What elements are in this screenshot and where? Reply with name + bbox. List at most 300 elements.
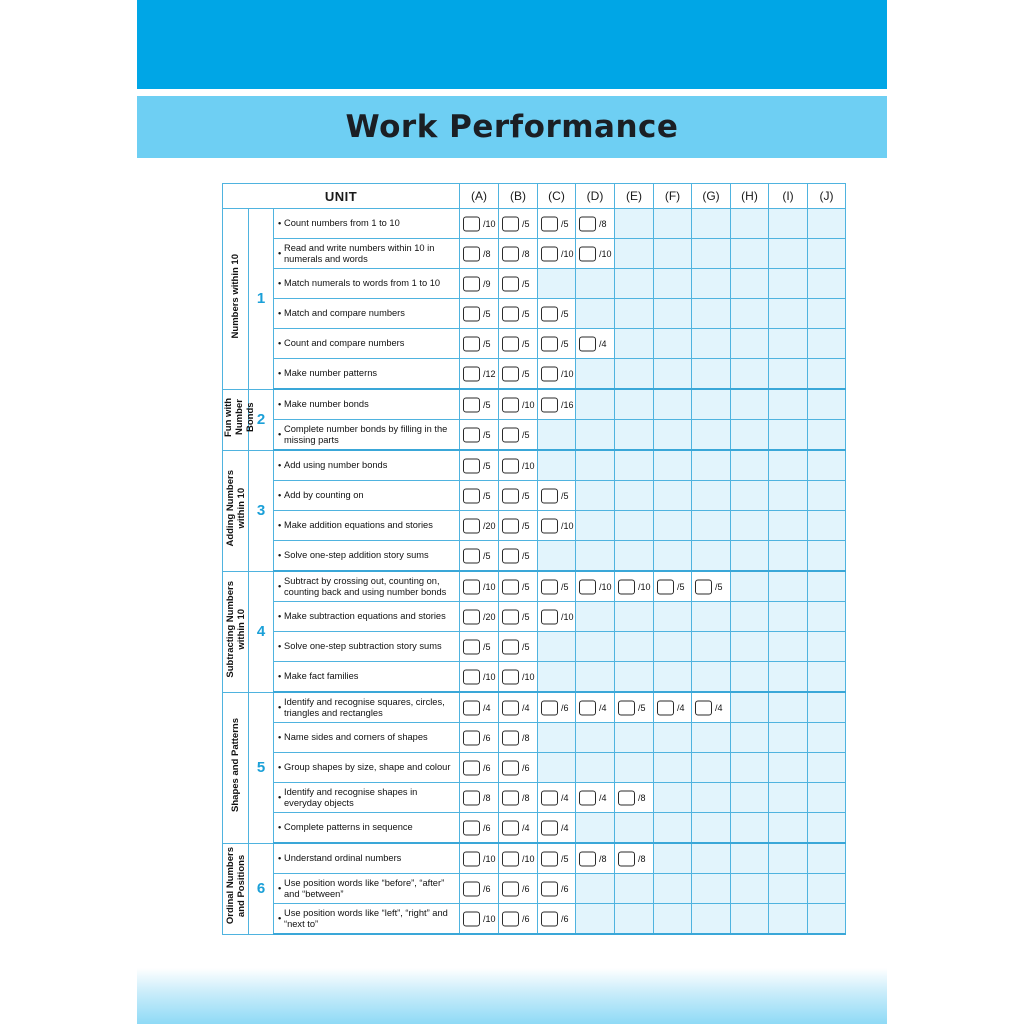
score-entry-box[interactable]	[463, 216, 480, 231]
empty-cell	[576, 269, 615, 299]
table-row	[223, 481, 846, 511]
table-row	[223, 269, 846, 299]
score-entry-box[interactable]	[541, 336, 558, 351]
score-entry-box[interactable]	[463, 639, 480, 654]
empty-cell	[654, 209, 692, 239]
skill-description: Understand ordinal numbers	[284, 853, 402, 863]
skill-description-cell	[274, 450, 460, 481]
score-cell	[460, 269, 499, 299]
score-entry-box[interactable]	[463, 911, 480, 926]
score-entry-box[interactable]	[463, 458, 480, 473]
score-entry-box[interactable]	[463, 366, 480, 381]
score-cell	[576, 692, 615, 723]
score-entry-box[interactable]	[579, 851, 596, 866]
score-cell	[538, 904, 576, 935]
score-entry-box[interactable]	[541, 397, 558, 412]
score-entry-box[interactable]	[502, 246, 519, 261]
table-row	[223, 843, 846, 874]
section-title: Ordinal Numbers and Positions	[224, 847, 247, 925]
empty-cell	[692, 389, 731, 420]
empty-cell	[808, 209, 846, 239]
table-row	[223, 662, 846, 693]
score-entry-box[interactable]	[502, 820, 519, 835]
empty-cell	[808, 481, 846, 511]
bullet-icon: •	[278, 550, 282, 560]
empty-cell	[654, 420, 692, 451]
empty-cell	[576, 511, 615, 541]
score-entry-box[interactable]	[502, 488, 519, 503]
score-cell	[499, 359, 538, 390]
empty-cell	[692, 843, 731, 874]
score-entry-box[interactable]	[463, 851, 480, 866]
empty-cell	[808, 239, 846, 269]
empty-cell	[769, 602, 808, 632]
score-entry-box[interactable]	[463, 246, 480, 261]
empty-cell	[808, 602, 846, 632]
score-total: /5	[522, 550, 530, 561]
score-cell	[692, 692, 731, 723]
section-label-cell	[223, 450, 249, 571]
table-row	[223, 723, 846, 753]
score-cell	[460, 904, 499, 935]
empty-cell	[769, 753, 808, 783]
empty-cell	[615, 209, 654, 239]
score-entry-box[interactable]	[463, 488, 480, 503]
score-total: /8	[522, 732, 530, 743]
score-cell	[460, 299, 499, 329]
score-cell	[499, 299, 538, 329]
score-entry-box[interactable]	[541, 216, 558, 231]
empty-cell	[769, 511, 808, 541]
unit-number: 4	[249, 571, 274, 692]
bullet-icon: •	[278, 520, 282, 530]
score-entry-box[interactable]	[618, 700, 635, 715]
bullet-icon: •	[278, 853, 282, 863]
score-entry-box[interactable]	[618, 790, 635, 805]
score-entry-box[interactable]	[541, 911, 558, 926]
skill-description: Read and write numbers within 10 in numerals and words	[284, 242, 435, 264]
score-total: /20	[483, 520, 496, 531]
score-entry-box[interactable]	[579, 579, 596, 594]
score-entry-box[interactable]	[463, 609, 480, 624]
empty-cell	[576, 874, 615, 904]
skill-description: Complete patterns in sequence	[284, 822, 413, 832]
score-total: /5	[561, 218, 569, 229]
table-row	[223, 511, 846, 541]
score-cell	[538, 571, 576, 602]
score-entry-box[interactable]	[463, 548, 480, 563]
score-cell	[499, 511, 538, 541]
empty-cell	[538, 420, 576, 451]
performance-table	[222, 183, 846, 935]
score-total: /5	[522, 338, 530, 349]
score-entry-box[interactable]	[541, 851, 558, 866]
score-entry-box[interactable]	[463, 881, 480, 896]
section-title: Numbers within 10	[230, 254, 241, 339]
skill-description-cell	[274, 481, 460, 511]
score-entry-box[interactable]	[502, 216, 519, 231]
empty-cell	[808, 511, 846, 541]
empty-cell	[769, 329, 808, 359]
score-cell	[538, 511, 576, 541]
score-entry-box[interactable]	[502, 427, 519, 442]
score-entry-box[interactable]	[541, 820, 558, 835]
score-total: /10	[522, 671, 535, 682]
empty-cell	[692, 511, 731, 541]
score-cell	[499, 541, 538, 572]
skill-description: Solve one-step subtraction story sums	[284, 641, 442, 651]
score-total: /5	[561, 853, 569, 864]
skill-description: Group shapes by size, shape and colour	[284, 762, 451, 772]
empty-cell	[615, 450, 654, 481]
empty-cell	[692, 753, 731, 783]
empty-cell	[692, 783, 731, 813]
score-entry-box[interactable]	[463, 700, 480, 715]
empty-cell	[692, 632, 731, 662]
score-cell	[460, 874, 499, 904]
score-total: /6	[561, 913, 569, 924]
skill-description: Use position words like “before”, “after” and “between”	[284, 877, 445, 899]
score-cell	[499, 662, 538, 693]
score-cell	[460, 753, 499, 783]
score-total: /8	[483, 248, 491, 259]
empty-cell	[808, 813, 846, 844]
score-entry-box[interactable]	[502, 548, 519, 563]
score-total: /5	[483, 550, 491, 561]
empty-cell	[769, 299, 808, 329]
empty-cell	[808, 299, 846, 329]
empty-cell	[654, 511, 692, 541]
empty-cell	[808, 450, 846, 481]
empty-cell	[731, 813, 769, 844]
score-entry-box[interactable]	[541, 579, 558, 594]
skill-description-cell	[274, 632, 460, 662]
empty-cell	[731, 632, 769, 662]
empty-cell	[692, 209, 731, 239]
bullet-icon: •	[278, 671, 282, 681]
score-cell	[499, 269, 538, 299]
skill-description: Complete number bonds by filling in the missing parts	[284, 423, 448, 445]
score-entry-box[interactable]	[618, 851, 635, 866]
bottom-gradient-band	[137, 968, 887, 1024]
empty-cell	[808, 541, 846, 572]
score-entry-box[interactable]	[502, 518, 519, 533]
score-entry-box[interactable]	[502, 911, 519, 926]
skill-description: Solve one-step addition story sums	[284, 550, 429, 560]
score-total: /10	[522, 399, 535, 410]
score-total: /5	[638, 702, 646, 713]
empty-cell	[769, 359, 808, 390]
empty-cell	[615, 329, 654, 359]
empty-cell	[576, 904, 615, 935]
score-entry-box[interactable]	[657, 700, 674, 715]
score-cell	[499, 904, 538, 935]
score-entry-box[interactable]	[463, 397, 480, 412]
score-entry-box[interactable]	[502, 458, 519, 473]
empty-cell	[615, 662, 654, 693]
score-cell	[460, 723, 499, 753]
column-header: (E)	[615, 184, 654, 209]
empty-cell	[692, 450, 731, 481]
score-cell	[576, 843, 615, 874]
section-label-cell	[223, 209, 249, 390]
score-total: /5	[522, 308, 530, 319]
unit-number: 2	[249, 389, 274, 450]
score-entry-box[interactable]	[463, 669, 480, 684]
score-cell	[499, 874, 538, 904]
empty-cell	[654, 904, 692, 935]
score-total: /5	[483, 641, 491, 652]
skill-description-cell	[274, 843, 460, 874]
score-entry-box[interactable]	[695, 700, 712, 715]
score-entry-box[interactable]	[463, 518, 480, 533]
score-cell	[499, 389, 538, 420]
score-total: /4	[522, 822, 530, 833]
score-cell	[460, 450, 499, 481]
score-entry-box[interactable]	[463, 336, 480, 351]
score-total: /4	[715, 702, 723, 713]
page-title: Work Performance	[345, 109, 679, 145]
score-total: /4	[677, 702, 685, 713]
score-entry-box[interactable]	[541, 609, 558, 624]
score-cell	[460, 541, 499, 572]
empty-cell	[731, 481, 769, 511]
score-entry-box[interactable]	[463, 427, 480, 442]
score-entry-box[interactable]	[463, 760, 480, 775]
score-entry-box[interactable]	[541, 790, 558, 805]
score-total: /5	[483, 429, 491, 440]
score-total: /20	[483, 611, 496, 622]
empty-cell	[615, 723, 654, 753]
bullet-icon: •	[278, 732, 282, 742]
score-cell	[692, 571, 731, 602]
empty-cell	[576, 632, 615, 662]
score-cell	[499, 692, 538, 723]
top-color-band	[137, 0, 887, 89]
score-total: /10	[483, 853, 496, 864]
bullet-icon: •	[278, 792, 282, 802]
score-cell	[499, 420, 538, 451]
skill-description-cell	[274, 662, 460, 693]
score-entry-box[interactable]	[463, 276, 480, 291]
score-cell	[499, 813, 538, 844]
empty-cell	[615, 753, 654, 783]
score-total: /5	[561, 490, 569, 501]
empty-cell	[731, 843, 769, 874]
skill-description: Subtract by crossing out, counting on, counting back and using number bonds	[284, 575, 447, 597]
bullet-icon: •	[278, 641, 282, 651]
score-entry-box[interactable]	[502, 669, 519, 684]
skill-description: Make number bonds	[284, 399, 369, 409]
skill-description: Identify and recognise squares, circles, triangles and rectangles	[284, 696, 445, 718]
column-header: (G)	[692, 184, 731, 209]
score-total: /8	[522, 248, 530, 259]
table-row	[223, 209, 846, 239]
empty-cell	[731, 602, 769, 632]
score-entry-box[interactable]	[541, 366, 558, 381]
empty-cell	[808, 269, 846, 299]
empty-cell	[769, 239, 808, 269]
empty-cell	[731, 571, 769, 602]
empty-cell	[538, 753, 576, 783]
table-row	[223, 389, 846, 420]
score-entry-box[interactable]	[541, 306, 558, 321]
empty-cell	[692, 269, 731, 299]
score-total: /6	[483, 822, 491, 833]
score-entry-box[interactable]	[502, 366, 519, 381]
score-total: /10	[599, 248, 612, 259]
score-entry-box[interactable]	[502, 397, 519, 412]
empty-cell	[615, 389, 654, 420]
empty-cell	[731, 389, 769, 420]
score-cell	[499, 723, 538, 753]
table-row	[223, 420, 846, 451]
table-row	[223, 571, 846, 602]
score-cell	[460, 662, 499, 693]
score-entry-box[interactable]	[502, 700, 519, 715]
empty-cell	[615, 874, 654, 904]
score-entry-box[interactable]	[502, 639, 519, 654]
column-header: (H)	[731, 184, 769, 209]
score-cell	[460, 813, 499, 844]
empty-cell	[731, 783, 769, 813]
score-entry-box[interactable]	[541, 881, 558, 896]
score-total: /5	[522, 429, 530, 440]
score-entry-box[interactable]	[579, 336, 596, 351]
section-label-cell	[223, 843, 249, 934]
score-total: /6	[561, 702, 569, 713]
empty-cell	[731, 874, 769, 904]
score-cell	[576, 239, 615, 269]
section-label-cell	[223, 389, 256, 450]
score-entry-box[interactable]	[502, 579, 519, 594]
empty-cell	[615, 269, 654, 299]
score-entry-box[interactable]	[502, 790, 519, 805]
score-cell	[538, 874, 576, 904]
score-entry-box[interactable]	[541, 700, 558, 715]
empty-cell	[769, 783, 808, 813]
skill-description-cell	[274, 753, 460, 783]
score-total: /10	[638, 581, 651, 592]
skill-description: Add using number bonds	[284, 460, 388, 470]
score-entry-box[interactable]	[463, 579, 480, 594]
score-cell	[460, 843, 499, 874]
table-row	[223, 602, 846, 632]
score-total: /8	[599, 853, 607, 864]
score-entry-box[interactable]	[463, 820, 480, 835]
score-cell	[499, 481, 538, 511]
score-entry-box[interactable]	[463, 790, 480, 805]
empty-cell	[731, 753, 769, 783]
score-entry-box[interactable]	[463, 730, 480, 745]
score-entry-box[interactable]	[695, 579, 712, 594]
score-cell	[499, 843, 538, 874]
score-entry-box[interactable]	[579, 216, 596, 231]
score-entry-box[interactable]	[502, 760, 519, 775]
score-total: /4	[561, 792, 569, 803]
score-entry-box[interactable]	[541, 246, 558, 261]
score-entry-box[interactable]	[502, 306, 519, 321]
empty-cell	[615, 239, 654, 269]
skill-description: Count and compare numbers	[284, 338, 405, 348]
score-cell	[499, 571, 538, 602]
skill-description: Make subtraction equations and stories	[284, 611, 446, 621]
score-cell	[460, 571, 499, 602]
empty-cell	[808, 753, 846, 783]
score-entry-box[interactable]	[618, 579, 635, 594]
empty-cell	[576, 541, 615, 572]
empty-cell	[654, 239, 692, 269]
score-entry-box[interactable]	[502, 276, 519, 291]
score-cell	[538, 813, 576, 844]
score-total: /6	[522, 883, 530, 894]
score-entry-box[interactable]	[579, 790, 596, 805]
empty-cell	[615, 420, 654, 451]
score-total: /8	[638, 853, 646, 864]
score-cell	[538, 602, 576, 632]
empty-cell	[615, 481, 654, 511]
empty-cell	[692, 874, 731, 904]
score-total: /10	[561, 248, 574, 259]
score-entry-box[interactable]	[502, 336, 519, 351]
score-entry-box[interactable]	[463, 306, 480, 321]
empty-cell	[576, 602, 615, 632]
score-entry-box[interactable]	[541, 488, 558, 503]
score-total: /8	[599, 218, 607, 229]
score-total: /6	[483, 762, 491, 773]
score-entry-box[interactable]	[579, 700, 596, 715]
empty-cell	[654, 783, 692, 813]
empty-cell	[692, 662, 731, 693]
score-entry-box[interactable]	[502, 730, 519, 745]
score-entry-box[interactable]	[502, 851, 519, 866]
empty-cell	[808, 420, 846, 451]
score-cell	[654, 692, 692, 723]
score-cell	[615, 843, 654, 874]
table-row	[223, 783, 846, 813]
skill-description: Add by counting on	[284, 490, 364, 500]
empty-cell	[654, 813, 692, 844]
skill-description: Make addition equations and stories	[284, 520, 433, 530]
empty-cell	[731, 692, 769, 723]
empty-cell	[654, 662, 692, 693]
score-entry-box[interactable]	[502, 881, 519, 896]
score-total: /10	[483, 671, 496, 682]
empty-cell	[731, 450, 769, 481]
score-cell	[460, 783, 499, 813]
empty-cell	[615, 299, 654, 329]
bullet-icon: •	[278, 218, 282, 228]
bullet-icon: •	[278, 308, 282, 318]
score-entry-box[interactable]	[579, 246, 596, 261]
score-total: /10	[483, 581, 496, 592]
score-cell	[654, 571, 692, 602]
empty-cell	[692, 904, 731, 935]
bullet-icon: •	[278, 490, 282, 500]
empty-cell	[769, 632, 808, 662]
empty-cell	[731, 329, 769, 359]
score-cell	[538, 692, 576, 723]
empty-cell	[731, 209, 769, 239]
score-entry-box[interactable]	[657, 579, 674, 594]
empty-cell	[808, 783, 846, 813]
score-entry-box[interactable]	[502, 609, 519, 624]
score-entry-box[interactable]	[541, 518, 558, 533]
bullet-icon: •	[278, 368, 282, 378]
score-total: /6	[561, 883, 569, 894]
empty-cell	[538, 662, 576, 693]
empty-cell	[808, 632, 846, 662]
